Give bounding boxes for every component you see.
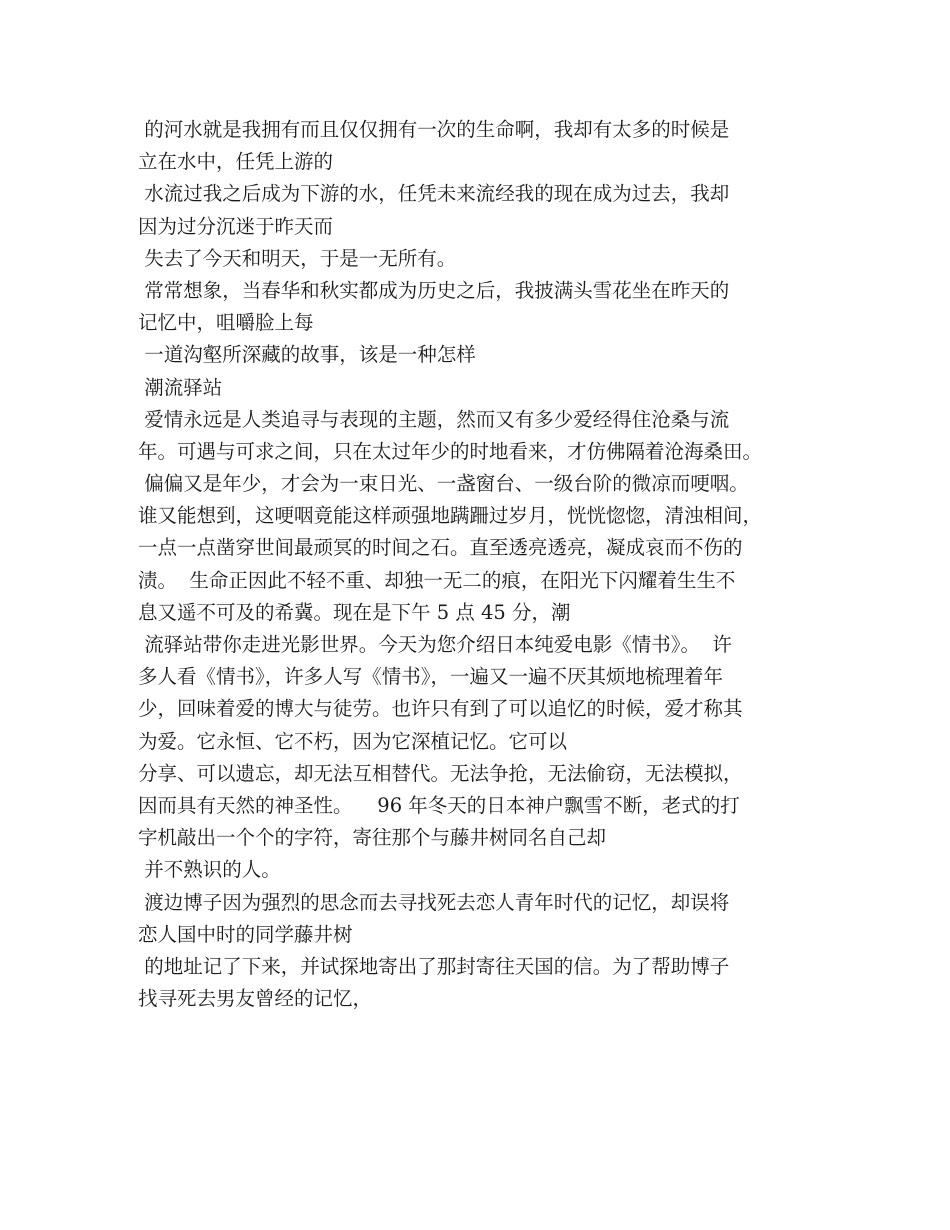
- text-line: 渍。 生命正因此不轻不重、却独一无二的痕，在阳光下闪耀着生生不: [138, 568, 736, 592]
- text-line: 渡边博子因为强烈的思念而去寻找死去恋人青年时代的记忆，却误将: [138, 890, 730, 914]
- text-line: 为爱。它永恒、它不朽，因为它深植记忆。它可以: [138, 729, 568, 753]
- text-line: 谁又能想到，这哽咽竟能这样顽强地蹒跚过岁月，恍恍惚惚，清浊相间，: [138, 504, 763, 528]
- text-line: 因为过分沉迷于昨天而: [138, 214, 334, 238]
- text-line: 立在水中，任凭上游的: [138, 150, 334, 174]
- text-line: 并不熟识的人。: [138, 858, 281, 882]
- text-line: 找寻死去男友曾经的记忆，: [138, 987, 373, 1011]
- text-line: 多人看《情书》，许多人写《情书》，一遍又一遍不厌其烦地梳理着年: [138, 665, 724, 689]
- text-line: 一道沟壑所深藏的故事，该是一种怎样: [138, 343, 476, 367]
- body-text: [138, 114, 828, 1015]
- text-line: 一点一点凿穿世间最顽冥的时间之石。直至透亮透亮，凝成哀而不伤的: [138, 536, 743, 560]
- text-line: 失去了今天和明天，于是一无所有。: [138, 246, 457, 270]
- text-line: 分享、可以遗忘，却无法互相替代。无法争抢，无法偷窃，无法模拟，: [138, 761, 743, 785]
- text-line: 水流过我之后成为下游的水，任凭未来流经我的现在成为过去，我却: [138, 182, 730, 206]
- text-line: 恋人国中时的同学藤井树: [138, 922, 353, 946]
- text-line: 流驿站带你走进光影世界。今天为您介绍日本纯爱电影《情书》。 许: [138, 633, 732, 656]
- section-heading: 潮流驿站: [138, 375, 223, 399]
- text-line: 息又遥不可及的希冀。现在是下午 5 点 45 分，潮: [138, 600, 571, 624]
- text-line: 的地址记了下来，并试探地寄出了那封寄往天国的信。为了帮助博子: [138, 954, 730, 978]
- text-line: 年。可遇与可求之间，只在太过年少的时地看来，才仿佛隔着沧海桑田。: [138, 439, 763, 463]
- text-line: 常常想象，当春华和秋实都成为历史之后，我披满头雪花坐在昨天的: [138, 278, 730, 302]
- text-line: 少，回味着爱的博大与徒劳。也许只有到了可以追忆的时候，爱才称其: [138, 697, 743, 721]
- text-line: 因而具有天然的神圣性。 96 年冬天的日本神户飘雪不断，老式的打: [138, 793, 740, 817]
- text-line: 记忆中，咀嚼脸上每: [138, 311, 314, 335]
- text-line: 偏偏又是年少，才会为一束日光、一盏窗台、一级台阶的微凉而哽咽。: [138, 472, 749, 496]
- text-line: 爱情永远是人类追寻与表现的主题，然而又有多少爱经得住沧桑与流: [138, 407, 730, 431]
- text-line: 的河水就是我拥有而且仅仅拥有一次的生命啊，我却有太多的时候是: [138, 118, 730, 141]
- text-line: 字机敲出一个个的字符，寄往那个与藤井树同名自己却: [138, 826, 607, 850]
